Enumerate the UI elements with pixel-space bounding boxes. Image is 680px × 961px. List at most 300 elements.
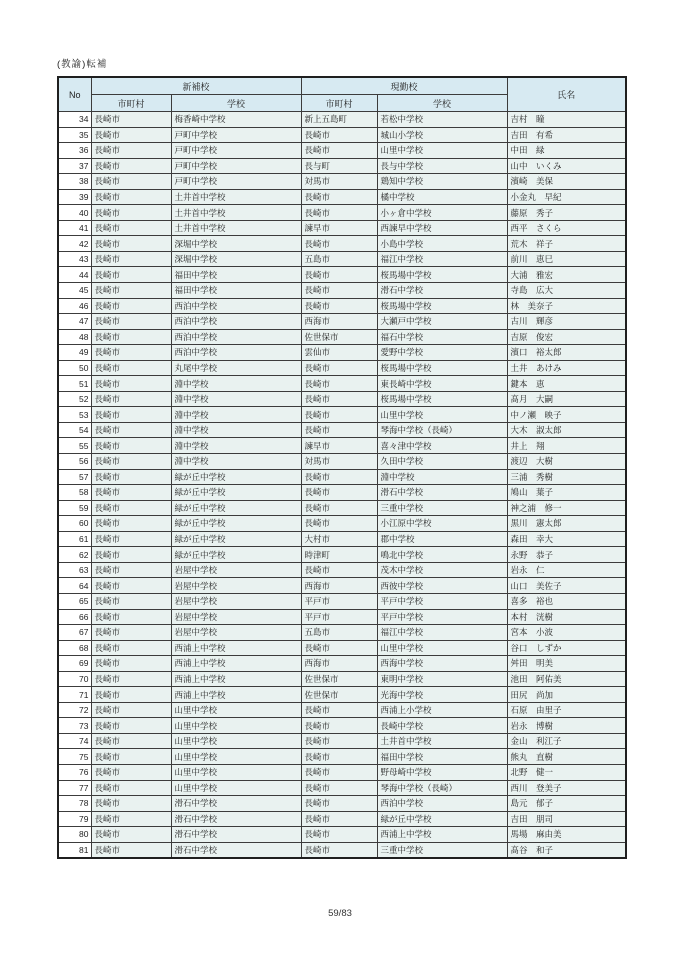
new-school-cell: 淵中学校 bbox=[171, 407, 301, 423]
current-school-cell: 久田中学校 bbox=[377, 454, 507, 470]
current-municipality-cell: 時津町 bbox=[301, 547, 377, 563]
current-school-cell: 山里中学校 bbox=[377, 640, 507, 656]
header-name: 氏名 bbox=[507, 77, 626, 112]
current-school-cell: 城山小学校 bbox=[377, 127, 507, 143]
teacher-name-cell: 小金丸 早紀 bbox=[507, 189, 626, 205]
new-school-cell: 西泊中学校 bbox=[171, 329, 301, 345]
row-number: 66 bbox=[58, 609, 91, 625]
current-municipality-cell: 長崎市 bbox=[301, 749, 377, 765]
current-school-cell: 桜馬場中学校 bbox=[377, 298, 507, 314]
current-school-cell: 桜馬場中学校 bbox=[377, 360, 507, 376]
table-row bbox=[58, 702, 626, 718]
current-municipality-cell: 諫早市 bbox=[301, 220, 377, 236]
new-municipality-cell: 長崎市 bbox=[91, 112, 171, 128]
new-school-cell: 戸町中学校 bbox=[171, 143, 301, 159]
table-row bbox=[58, 516, 626, 532]
current-municipality-cell: 諫早市 bbox=[301, 438, 377, 454]
new-municipality-cell: 長崎市 bbox=[91, 391, 171, 407]
new-municipality-cell: 長崎市 bbox=[91, 469, 171, 485]
new-municipality-cell: 長崎市 bbox=[91, 360, 171, 376]
current-school-cell: 西浦上小学校 bbox=[377, 702, 507, 718]
row-number: 35 bbox=[58, 127, 91, 143]
new-municipality-cell: 長崎市 bbox=[91, 687, 171, 703]
current-school-cell: 長与中学校 bbox=[377, 158, 507, 174]
new-municipality-cell: 長崎市 bbox=[91, 702, 171, 718]
new-municipality-cell: 長崎市 bbox=[91, 314, 171, 330]
teacher-name-cell: 中ノ瀬 映子 bbox=[507, 407, 626, 423]
current-school-cell: 西彼中学校 bbox=[377, 578, 507, 594]
current-municipality-cell: 長崎市 bbox=[301, 516, 377, 532]
new-municipality-cell: 長崎市 bbox=[91, 236, 171, 252]
current-school-cell: 鶏知中学校 bbox=[377, 174, 507, 190]
new-school-cell: 淵中学校 bbox=[171, 454, 301, 470]
header-no: No bbox=[58, 77, 91, 112]
new-school-cell: 岩屋中学校 bbox=[171, 593, 301, 609]
row-number: 47 bbox=[58, 314, 91, 330]
current-municipality-cell: 長崎市 bbox=[301, 780, 377, 796]
row-number: 37 bbox=[58, 158, 91, 174]
teacher-name-cell: 吉田 有希 bbox=[507, 127, 626, 143]
row-number: 34 bbox=[58, 112, 91, 128]
table-row bbox=[58, 671, 626, 687]
new-municipality-cell: 長崎市 bbox=[91, 733, 171, 749]
new-school-cell: 緑が丘中学校 bbox=[171, 500, 301, 516]
current-school-cell: 大瀬戸中学校 bbox=[377, 314, 507, 330]
new-municipality-cell: 長崎市 bbox=[91, 671, 171, 687]
current-municipality-cell: 長崎市 bbox=[301, 764, 377, 780]
teacher-name-cell: 谷口 しずか bbox=[507, 640, 626, 656]
teacher-name-cell: 古川 輝彦 bbox=[507, 314, 626, 330]
new-municipality-cell: 長崎市 bbox=[91, 547, 171, 563]
new-school-cell: 滑石中学校 bbox=[171, 811, 301, 827]
row-number: 53 bbox=[58, 407, 91, 423]
new-school-cell: 滑石中学校 bbox=[171, 842, 301, 858]
current-municipality-cell: 長崎市 bbox=[301, 127, 377, 143]
current-school-cell: 野母崎中学校 bbox=[377, 764, 507, 780]
table-row bbox=[58, 220, 626, 236]
current-municipality-cell: 長崎市 bbox=[301, 796, 377, 812]
header-current-municipality: 市町村 bbox=[301, 95, 377, 112]
new-municipality-cell: 長崎市 bbox=[91, 609, 171, 625]
row-number: 62 bbox=[58, 547, 91, 563]
current-municipality-cell: 長崎市 bbox=[301, 640, 377, 656]
teacher-name-cell: 熊丸 直樹 bbox=[507, 749, 626, 765]
row-number: 38 bbox=[58, 174, 91, 190]
new-school-cell: 西浦上中学校 bbox=[171, 640, 301, 656]
new-municipality-cell: 長崎市 bbox=[91, 438, 171, 454]
new-school-cell: 緑が丘中学校 bbox=[171, 547, 301, 563]
current-school-cell: 桜馬場中学校 bbox=[377, 391, 507, 407]
new-school-cell: 山里中学校 bbox=[171, 780, 301, 796]
new-school-cell: 西浦上中学校 bbox=[171, 656, 301, 672]
teacher-name-cell: 吉田 朋司 bbox=[507, 811, 626, 827]
teacher-name-cell: 舛田 明美 bbox=[507, 656, 626, 672]
new-school-cell: 土井首中学校 bbox=[171, 220, 301, 236]
teacher-name-cell: 西川 登美子 bbox=[507, 780, 626, 796]
table-row bbox=[58, 531, 626, 547]
new-school-cell: 戸町中学校 bbox=[171, 127, 301, 143]
new-school-cell: 山里中学校 bbox=[171, 749, 301, 765]
table-row bbox=[58, 733, 626, 749]
new-municipality-cell: 長崎市 bbox=[91, 220, 171, 236]
current-school-cell: 山里中学校 bbox=[377, 143, 507, 159]
teacher-name-cell: 前川 恵巳 bbox=[507, 251, 626, 267]
current-school-cell: 長崎中学校 bbox=[377, 718, 507, 734]
table-row bbox=[58, 578, 626, 594]
new-municipality-cell: 長崎市 bbox=[91, 283, 171, 299]
teacher-name-cell: 岩永 仁 bbox=[507, 562, 626, 578]
current-school-cell: 山里中学校 bbox=[377, 407, 507, 423]
current-municipality-cell: 対馬市 bbox=[301, 454, 377, 470]
current-municipality-cell: 長崎市 bbox=[301, 500, 377, 516]
current-school-cell: 福江中学校 bbox=[377, 251, 507, 267]
new-school-cell: 岩屋中学校 bbox=[171, 625, 301, 641]
new-municipality-cell: 長崎市 bbox=[91, 189, 171, 205]
table-row bbox=[58, 205, 626, 221]
row-number: 51 bbox=[58, 376, 91, 392]
row-number: 65 bbox=[58, 593, 91, 609]
teacher-name-cell: 山中 いくみ bbox=[507, 158, 626, 174]
row-number: 55 bbox=[58, 438, 91, 454]
new-municipality-cell: 長崎市 bbox=[91, 796, 171, 812]
current-municipality-cell: 五島市 bbox=[301, 251, 377, 267]
table-row bbox=[58, 143, 626, 159]
header-current-school-group: 現勤校 bbox=[301, 77, 507, 95]
current-school-cell: 琴海中学校（長崎） bbox=[377, 780, 507, 796]
new-school-cell: 梅香崎中学校 bbox=[171, 112, 301, 128]
new-municipality-cell: 長崎市 bbox=[91, 127, 171, 143]
new-municipality-cell: 長崎市 bbox=[91, 422, 171, 438]
current-municipality-cell: 新上五島町 bbox=[301, 112, 377, 128]
row-number: 41 bbox=[58, 220, 91, 236]
current-school-cell: 桜馬場中学校 bbox=[377, 267, 507, 283]
new-school-cell: 西浦上中学校 bbox=[171, 687, 301, 703]
current-municipality-cell: 佐世保市 bbox=[301, 671, 377, 687]
row-number: 71 bbox=[58, 687, 91, 703]
teacher-name-cell: 渡辺 大樹 bbox=[507, 454, 626, 470]
teacher-name-cell: 西平 さくら bbox=[507, 220, 626, 236]
new-school-cell: 岩屋中学校 bbox=[171, 578, 301, 594]
new-municipality-cell: 長崎市 bbox=[91, 593, 171, 609]
new-municipality-cell: 長崎市 bbox=[91, 158, 171, 174]
current-municipality-cell: 長崎市 bbox=[301, 143, 377, 159]
row-number: 59 bbox=[58, 500, 91, 516]
teacher-name-cell: 吉村 瞳 bbox=[507, 112, 626, 128]
new-municipality-cell: 長崎市 bbox=[91, 780, 171, 796]
teacher-name-cell: 森田 幸大 bbox=[507, 531, 626, 547]
table-row bbox=[58, 827, 626, 843]
current-school-cell: 福田中学校 bbox=[377, 749, 507, 765]
current-municipality-cell: 長崎市 bbox=[301, 485, 377, 501]
header-current-school: 学校 bbox=[377, 95, 507, 112]
current-municipality-cell: 長崎市 bbox=[301, 283, 377, 299]
table-body bbox=[58, 112, 626, 859]
new-municipality-cell: 長崎市 bbox=[91, 500, 171, 516]
current-school-cell: 小江原中学校 bbox=[377, 516, 507, 532]
current-school-cell: 東明中学校 bbox=[377, 671, 507, 687]
current-school-cell: 光海中学校 bbox=[377, 687, 507, 703]
teacher-name-cell: 吉原 俊宏 bbox=[507, 329, 626, 345]
current-municipality-cell: 佐世保市 bbox=[301, 687, 377, 703]
current-municipality-cell: 平戸市 bbox=[301, 593, 377, 609]
current-municipality-cell: 西海市 bbox=[301, 314, 377, 330]
current-municipality-cell: 長崎市 bbox=[301, 422, 377, 438]
row-number: 50 bbox=[58, 360, 91, 376]
row-number: 67 bbox=[58, 625, 91, 641]
current-school-cell: 福石中学校 bbox=[377, 329, 507, 345]
row-number: 48 bbox=[58, 329, 91, 345]
new-school-cell: 緑が丘中学校 bbox=[171, 485, 301, 501]
new-municipality-cell: 長崎市 bbox=[91, 827, 171, 843]
current-municipality-cell: 長与町 bbox=[301, 158, 377, 174]
current-school-cell: 喜々津中学校 bbox=[377, 438, 507, 454]
table-row bbox=[58, 407, 626, 423]
new-municipality-cell: 長崎市 bbox=[91, 718, 171, 734]
row-number: 57 bbox=[58, 469, 91, 485]
row-number: 60 bbox=[58, 516, 91, 532]
new-municipality-cell: 長崎市 bbox=[91, 842, 171, 858]
new-school-cell: 土井首中学校 bbox=[171, 189, 301, 205]
table-row bbox=[58, 391, 626, 407]
current-school-cell: 福江中学校 bbox=[377, 625, 507, 641]
table-row bbox=[58, 267, 626, 283]
new-municipality-cell: 長崎市 bbox=[91, 143, 171, 159]
teacher-name-cell: 大浦 雅宏 bbox=[507, 267, 626, 283]
row-number: 44 bbox=[58, 267, 91, 283]
table-row bbox=[58, 562, 626, 578]
table-row bbox=[58, 454, 626, 470]
table-row bbox=[58, 112, 626, 128]
teacher-name-cell: 池田 阿佑美 bbox=[507, 671, 626, 687]
header-new-municipality: 市町村 bbox=[91, 95, 171, 112]
current-school-cell: 西泊中学校 bbox=[377, 796, 507, 812]
row-number: 77 bbox=[58, 780, 91, 796]
new-school-cell: 淵中学校 bbox=[171, 376, 301, 392]
row-number: 70 bbox=[58, 671, 91, 687]
teacher-name-cell: 藤原 秀子 bbox=[507, 205, 626, 221]
table-row bbox=[58, 500, 626, 516]
row-number: 68 bbox=[58, 640, 91, 656]
new-municipality-cell: 長崎市 bbox=[91, 656, 171, 672]
row-number: 63 bbox=[58, 562, 91, 578]
table-row bbox=[58, 842, 626, 858]
new-school-cell: 緑が丘中学校 bbox=[171, 531, 301, 547]
current-municipality-cell: 大村市 bbox=[301, 531, 377, 547]
current-municipality-cell: 長崎市 bbox=[301, 469, 377, 485]
table-row bbox=[58, 609, 626, 625]
current-municipality-cell: 長崎市 bbox=[301, 205, 377, 221]
current-municipality-cell: 長崎市 bbox=[301, 827, 377, 843]
table-row bbox=[58, 718, 626, 734]
current-municipality-cell: 長崎市 bbox=[301, 267, 377, 283]
new-municipality-cell: 長崎市 bbox=[91, 345, 171, 361]
table-row bbox=[58, 283, 626, 299]
teacher-name-cell: 馬場 麻由美 bbox=[507, 827, 626, 843]
new-municipality-cell: 長崎市 bbox=[91, 516, 171, 532]
current-school-cell: 三重中学校 bbox=[377, 842, 507, 858]
new-municipality-cell: 長崎市 bbox=[91, 562, 171, 578]
current-school-cell: 緑が丘中学校 bbox=[377, 811, 507, 827]
new-municipality-cell: 長崎市 bbox=[91, 298, 171, 314]
current-municipality-cell: 長崎市 bbox=[301, 733, 377, 749]
table-row bbox=[58, 360, 626, 376]
new-school-cell: 丸尾中学校 bbox=[171, 360, 301, 376]
new-school-cell: 戸町中学校 bbox=[171, 158, 301, 174]
table-row bbox=[58, 593, 626, 609]
current-school-cell: 小島中学校 bbox=[377, 236, 507, 252]
table-row bbox=[58, 345, 626, 361]
current-municipality-cell: 長崎市 bbox=[301, 360, 377, 376]
teacher-name-cell: 石原 由里子 bbox=[507, 702, 626, 718]
row-number: 72 bbox=[58, 702, 91, 718]
table-row bbox=[58, 764, 626, 780]
table-row bbox=[58, 158, 626, 174]
new-school-cell: 福田中学校 bbox=[171, 267, 301, 283]
current-municipality-cell: 長崎市 bbox=[301, 811, 377, 827]
new-municipality-cell: 長崎市 bbox=[91, 376, 171, 392]
new-municipality-cell: 長崎市 bbox=[91, 764, 171, 780]
teacher-name-cell: 鳩山 葉子 bbox=[507, 485, 626, 501]
teacher-name-cell: 北野 健一 bbox=[507, 764, 626, 780]
current-municipality-cell: 長崎市 bbox=[301, 407, 377, 423]
row-number: 45 bbox=[58, 283, 91, 299]
row-number: 49 bbox=[58, 345, 91, 361]
row-number: 46 bbox=[58, 298, 91, 314]
teacher-name-cell: 田尻 尚加 bbox=[507, 687, 626, 703]
row-number: 39 bbox=[58, 189, 91, 205]
row-number: 36 bbox=[58, 143, 91, 159]
new-school-cell: 戸町中学校 bbox=[171, 174, 301, 190]
new-municipality-cell: 長崎市 bbox=[91, 174, 171, 190]
teacher-name-cell: 永野 恭子 bbox=[507, 547, 626, 563]
new-municipality-cell: 長崎市 bbox=[91, 454, 171, 470]
row-number: 42 bbox=[58, 236, 91, 252]
row-number: 56 bbox=[58, 454, 91, 470]
current-municipality-cell: 長崎市 bbox=[301, 391, 377, 407]
teacher-name-cell: 大木 淑太郎 bbox=[507, 422, 626, 438]
teacher-name-cell: 濱口 裕太郎 bbox=[507, 345, 626, 361]
current-school-cell: 愛野中学校 bbox=[377, 345, 507, 361]
row-number: 40 bbox=[58, 205, 91, 221]
teacher-name-cell: 黒川 憲太郎 bbox=[507, 516, 626, 532]
current-municipality-cell: 対馬市 bbox=[301, 174, 377, 190]
teacher-name-cell: 島元 郁子 bbox=[507, 796, 626, 812]
new-school-cell: 西泊中学校 bbox=[171, 345, 301, 361]
teacher-name-cell: 寺島 広大 bbox=[507, 283, 626, 299]
table-row bbox=[58, 640, 626, 656]
new-school-cell: 山里中学校 bbox=[171, 764, 301, 780]
current-school-cell: 淵中学校 bbox=[377, 469, 507, 485]
row-number: 58 bbox=[58, 485, 91, 501]
current-municipality-cell: 長崎市 bbox=[301, 702, 377, 718]
current-municipality-cell: 長崎市 bbox=[301, 842, 377, 858]
row-number: 52 bbox=[58, 391, 91, 407]
current-municipality-cell: 長崎市 bbox=[301, 718, 377, 734]
row-number: 54 bbox=[58, 422, 91, 438]
table-row bbox=[58, 485, 626, 501]
current-school-cell: 小ヶ倉中学校 bbox=[377, 205, 507, 221]
current-school-cell: 土井首中学校 bbox=[377, 733, 507, 749]
new-school-cell: 緑が丘中学校 bbox=[171, 516, 301, 532]
current-school-cell: 西海中学校 bbox=[377, 656, 507, 672]
table-row bbox=[58, 298, 626, 314]
current-municipality-cell: 長崎市 bbox=[301, 189, 377, 205]
current-municipality-cell: 雲仙市 bbox=[301, 345, 377, 361]
new-municipality-cell: 長崎市 bbox=[91, 640, 171, 656]
header-new-school: 学校 bbox=[171, 95, 301, 112]
table-row bbox=[58, 127, 626, 143]
table-row bbox=[58, 749, 626, 765]
current-school-cell: 西浦上中学校 bbox=[377, 827, 507, 843]
current-school-cell: 滑石中学校 bbox=[377, 283, 507, 299]
table-row bbox=[58, 422, 626, 438]
new-municipality-cell: 長崎市 bbox=[91, 578, 171, 594]
table-row bbox=[58, 625, 626, 641]
teacher-name-cell: 中田 緑 bbox=[507, 143, 626, 159]
document-title: (教諭)転補 bbox=[57, 59, 108, 70]
new-school-cell: 淵中学校 bbox=[171, 422, 301, 438]
table-row bbox=[58, 251, 626, 267]
current-municipality-cell: 長崎市 bbox=[301, 298, 377, 314]
current-school-cell: 琴海中学校（長崎） bbox=[377, 422, 507, 438]
teacher-name-cell: 三浦 秀樹 bbox=[507, 469, 626, 485]
table-row bbox=[58, 189, 626, 205]
current-school-cell: 茂木中学校 bbox=[377, 562, 507, 578]
table-row bbox=[58, 438, 626, 454]
row-number: 74 bbox=[58, 733, 91, 749]
new-school-cell: 淵中学校 bbox=[171, 391, 301, 407]
teacher-name-cell: 金山 利江子 bbox=[507, 733, 626, 749]
new-municipality-cell: 長崎市 bbox=[91, 329, 171, 345]
new-school-cell: 西浦上中学校 bbox=[171, 671, 301, 687]
teacher-name-cell: 髙谷 和子 bbox=[507, 842, 626, 858]
row-number: 73 bbox=[58, 718, 91, 734]
teacher-name-cell: 井上 翔 bbox=[507, 438, 626, 454]
current-municipality-cell: 長崎市 bbox=[301, 236, 377, 252]
row-number: 76 bbox=[58, 764, 91, 780]
current-municipality-cell: 平戸市 bbox=[301, 609, 377, 625]
new-school-cell: 深堀中学校 bbox=[171, 251, 301, 267]
new-municipality-cell: 長崎市 bbox=[91, 267, 171, 283]
table-row bbox=[58, 329, 626, 345]
row-number: 43 bbox=[58, 251, 91, 267]
current-municipality-cell: 佐世保市 bbox=[301, 329, 377, 345]
new-school-cell: 山里中学校 bbox=[171, 733, 301, 749]
teacher-name-cell: 岩永 博樹 bbox=[507, 718, 626, 734]
table-row bbox=[58, 687, 626, 703]
current-school-cell: 平戸中学校 bbox=[377, 593, 507, 609]
new-school-cell: 滑石中学校 bbox=[171, 796, 301, 812]
current-municipality-cell: 五島市 bbox=[301, 625, 377, 641]
teacher-name-cell: 髙月 大嗣 bbox=[507, 391, 626, 407]
teacher-name-cell: 土井 あけみ bbox=[507, 360, 626, 376]
new-school-cell: 深堀中学校 bbox=[171, 236, 301, 252]
row-number: 78 bbox=[58, 796, 91, 812]
row-number: 61 bbox=[58, 531, 91, 547]
table-row bbox=[58, 236, 626, 252]
new-school-cell: 岩屋中学校 bbox=[171, 609, 301, 625]
new-school-cell: 土井首中学校 bbox=[171, 205, 301, 221]
row-number: 69 bbox=[58, 656, 91, 672]
teacher-name-cell: 喜多 裕也 bbox=[507, 593, 626, 609]
row-number: 81 bbox=[58, 842, 91, 858]
table-header bbox=[58, 77, 626, 112]
current-school-cell: 三重中学校 bbox=[377, 500, 507, 516]
current-school-cell: 東長崎中学校 bbox=[377, 376, 507, 392]
current-school-cell: 若松中学校 bbox=[377, 112, 507, 128]
teacher-name-cell: 林 美奈子 bbox=[507, 298, 626, 314]
current-school-cell: 鳴北中学校 bbox=[377, 547, 507, 563]
